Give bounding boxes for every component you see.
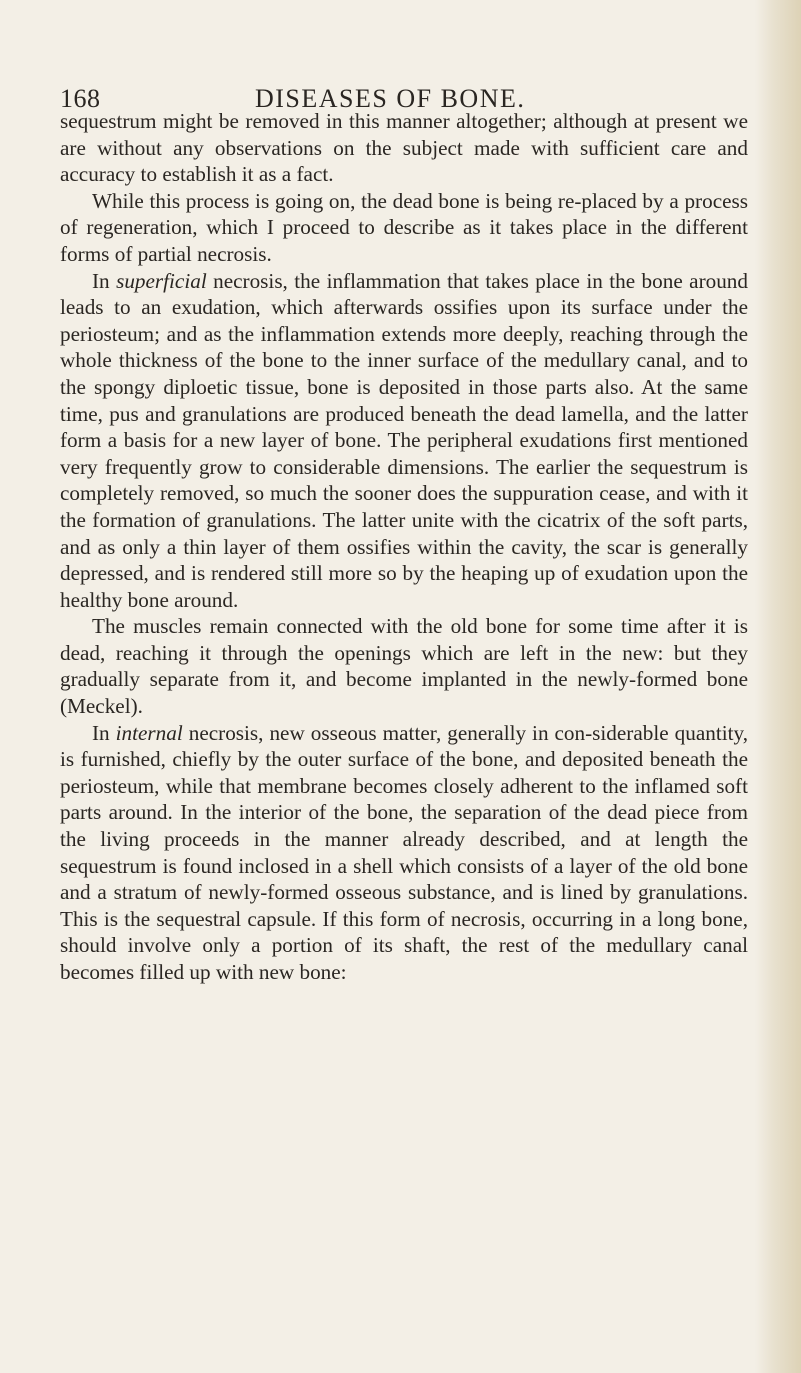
running-head: DISEASES OF BONE. <box>255 84 526 113</box>
paragraph-5-text: necrosis, new osseous matter, generally in con-siderable quantity, is furnished, chiefly by the outer surface of the bone, and deposited beneath the periosteum, while that membrane becomes closely adherent to the inflamed soft parts around. In the interior of the bone, the separation of the dead piece from the living proceeds in the manner already described, and at length the sequestrum is found inclosed in a shell which consists of a layer of the old bone and a stratum of newly-formed osseous substance, and is lined by granulations. This is the sequestral capsule. If this form of necrosis, occurring in a long bone, should involve only a portion of its shaft, the rest of the medullary canal becomes filled up with new bone: <box>60 720 749 984</box>
paragraph-2: While this process is going on, the dead bone is being re-placed by a process of regeneration, which I proceed to describe as it takes place in the different forms of partial necrosis. <box>60 188 748 266</box>
paragraph-4: The muscles remain connected with the old bone for some time after it is dead, reaching it through the openings which are left in the new: but they gradually separate from it, and become implanted in the newly-formed bone (Meckel). <box>60 614 748 719</box>
page-number: 168 <box>60 84 101 113</box>
paragraph-3-lead: In <box>92 268 117 293</box>
paragraph-5 <box>60 720 748 986</box>
paragraph-3-text: necrosis, the inflammation that takes place in the bone around leads to an exudation, which afterwards ossifies upon its surface under the periosteum; and as the inflammation extends more deeply, reaching through the whole thickness of the bone to the inner surface of the medullary canal, and to the spongy diploetic tissue, bone is deposited in those parts also. At the same time, pus and granulations are produced beneath the dead lamella, and the latter form a basis for a new layer of bone. The peripheral exudations first mentioned very frequently grow to considerable dimensions. The earlier the sequestrum is completely removed, so much the sooner does the suppuration cease, and with it the formation of granulations. The latter unite with the cicatrix of the soft parts, and as only a thin layer of them ossifies within the cavity, the scar is generally depressed, and is rendered still more so by the heaping up of exudation upon the healthy bone around. <box>60 268 748 612</box>
paragraph-1: sequestrum might be removed in this manner altogether; although at present we are without any observations on the subject made with sufficient care and accuracy to establish it as a fact. <box>60 109 748 187</box>
italic-term-superficial: superficial <box>116 268 207 293</box>
page-edge-shadow <box>755 0 801 1373</box>
italic-term-internal: internal <box>115 720 183 745</box>
paragraph-3 <box>60 268 748 614</box>
body-text <box>60 108 748 986</box>
paragraph-5-lead: In <box>92 720 116 745</box>
